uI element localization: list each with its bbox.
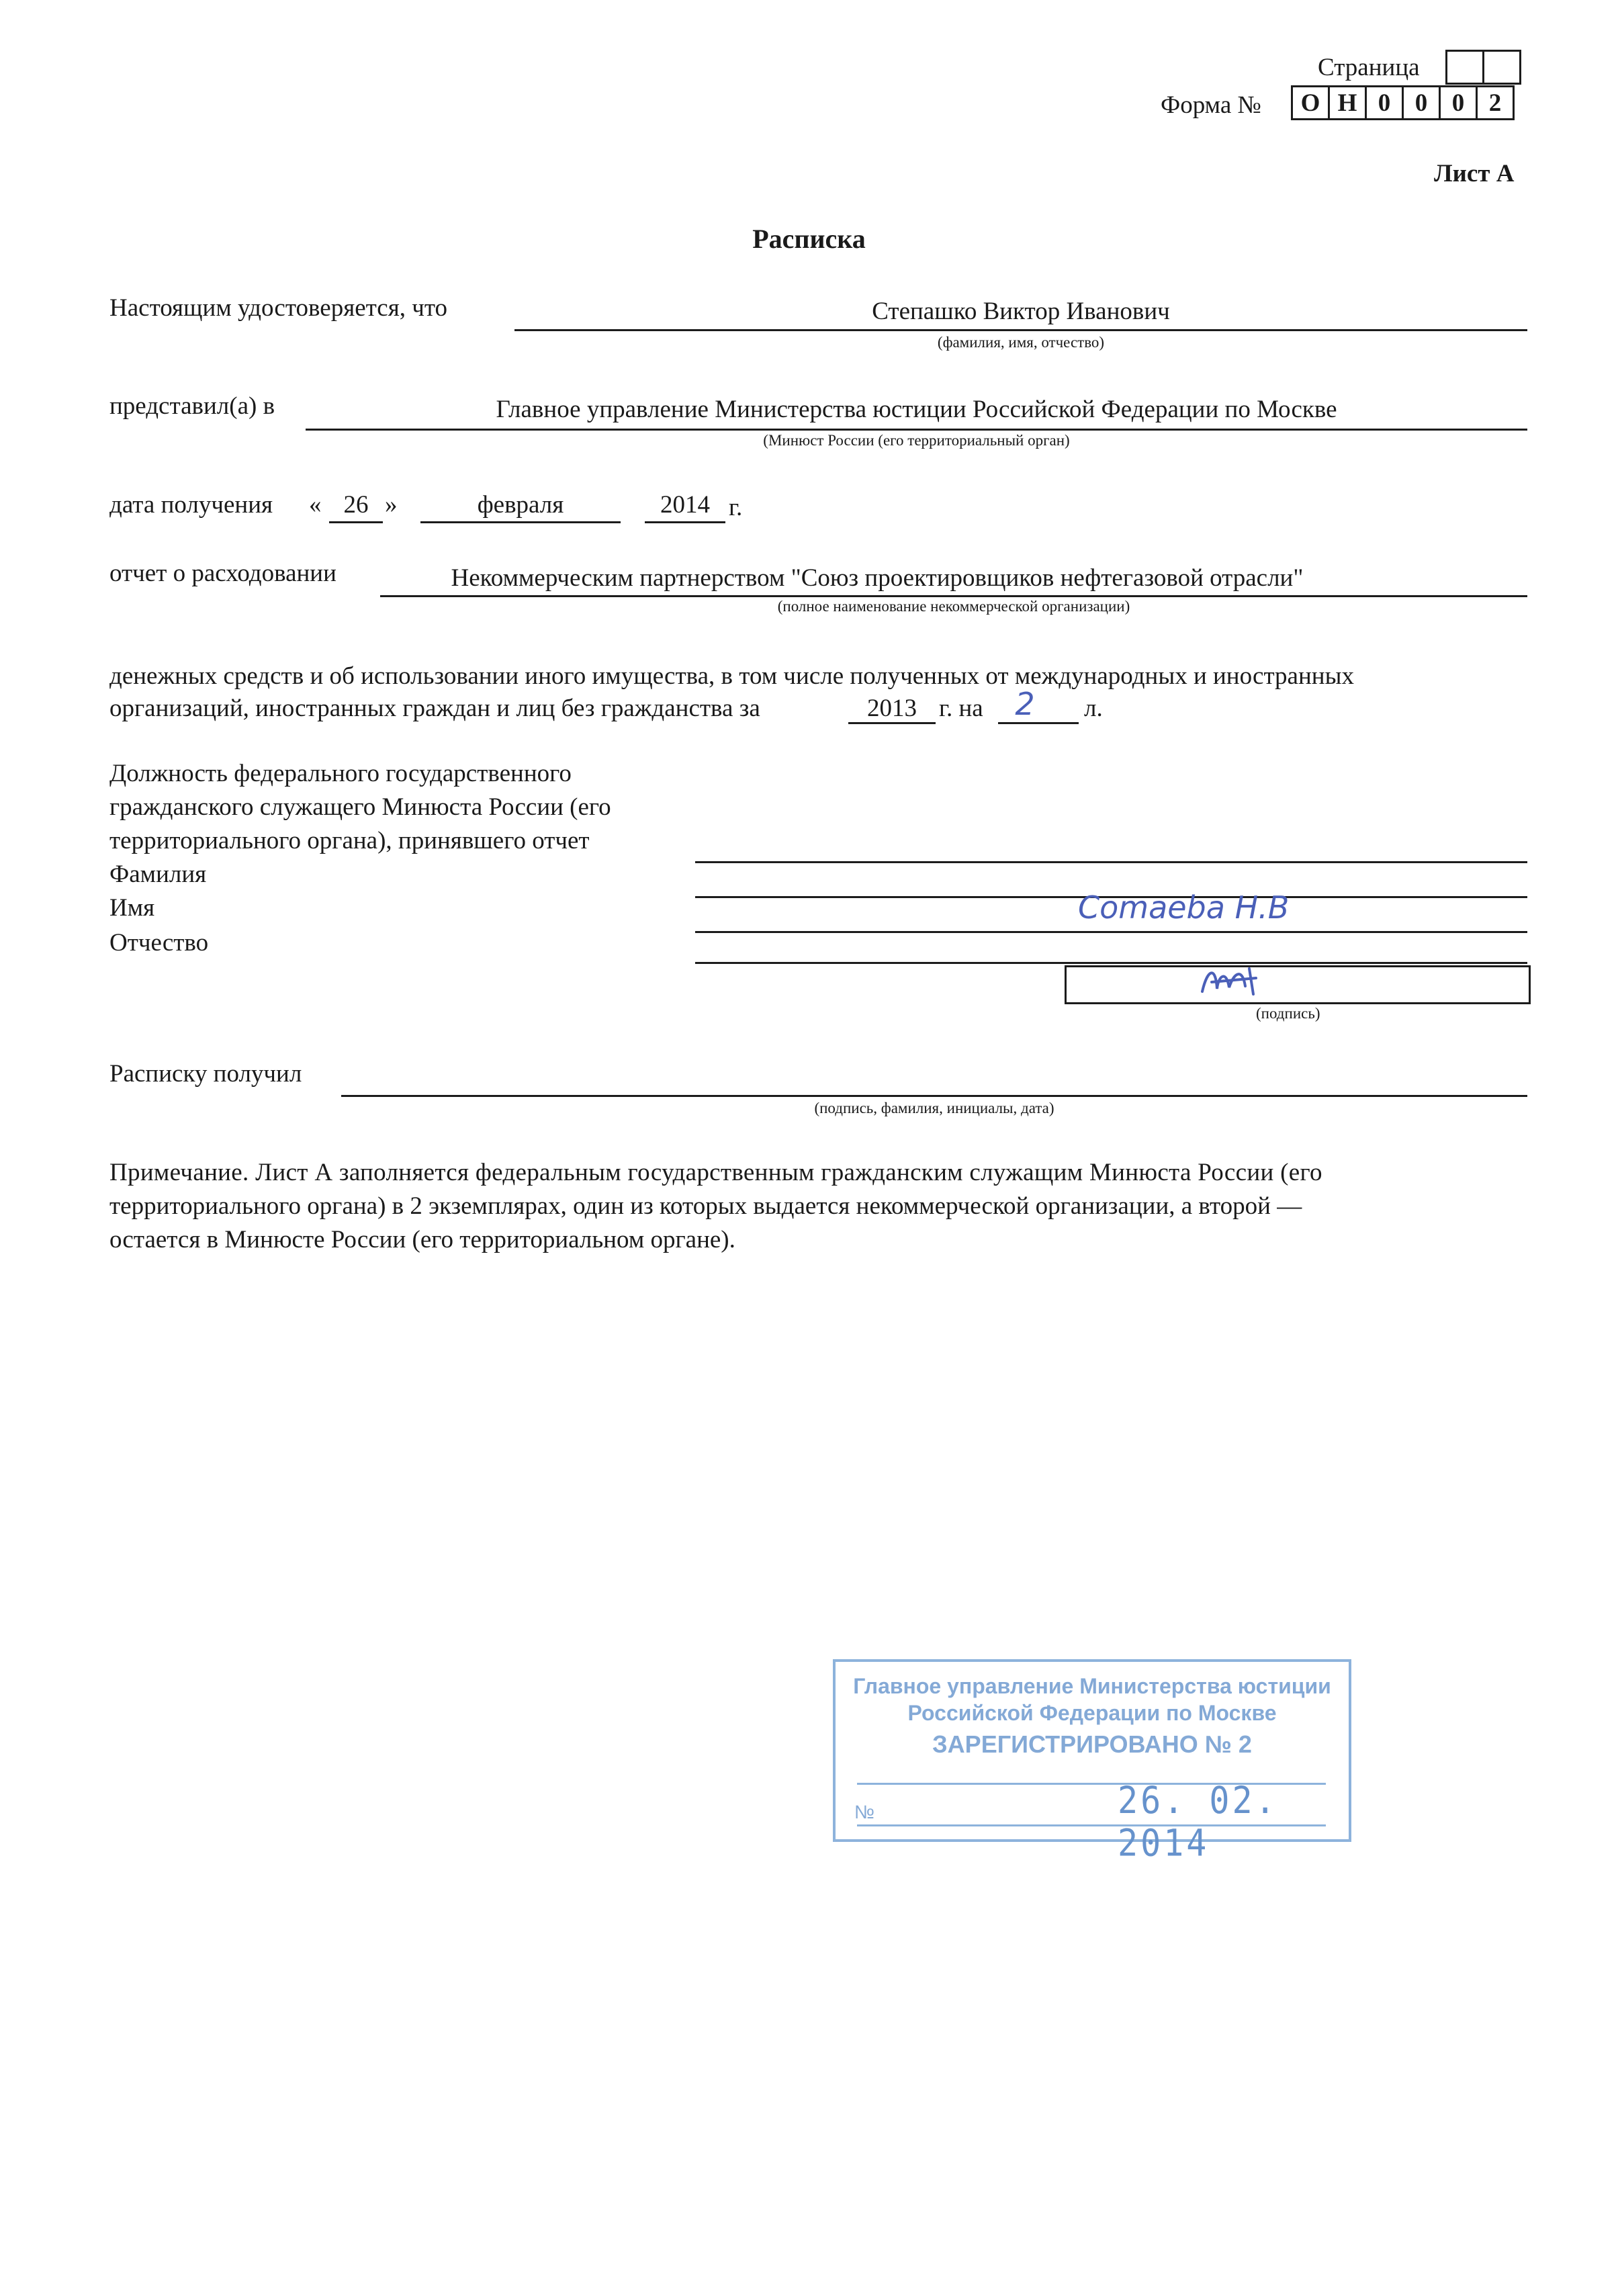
surname-label: Фамилия	[109, 860, 207, 888]
funds-mid: г. на	[939, 695, 983, 722]
receipt-underline	[341, 1095, 1527, 1097]
page-number-grid	[1445, 50, 1521, 85]
registration-stamp	[833, 1659, 1351, 1865]
funds-year: 2013	[867, 695, 917, 722]
handwritten-name: Соmаеbа Н.В	[1078, 889, 1290, 926]
form-cell: 2	[1477, 87, 1514, 120]
funds-sheets: 2	[1015, 686, 1035, 722]
date-year-underline	[645, 521, 725, 523]
funds-line1: денежных средств и об использовании иного имущества, в том числе полученных от международных и иностранных	[109, 662, 1354, 690]
patronymic-underline	[695, 962, 1527, 964]
page-label: Страница	[1318, 54, 1420, 81]
note-line1: Примечание. Лист А заполняется федеральным государственным гражданским служащим Минюста России (его	[109, 1159, 1322, 1186]
funds-sheets-underline	[998, 722, 1079, 724]
org-underline	[380, 595, 1527, 597]
org-name: Некоммерческим партнерством "Союз проектировщиков нефтегазовой отрасли"	[451, 564, 1304, 592]
stamp-date: 26. 02. 2014	[1118, 1779, 1278, 1865]
date-year: 2014	[660, 491, 710, 519]
position-line1: Должность федерального государственного	[109, 760, 572, 787]
funds-line2-prefix: организаций, иностранных граждан и лиц без гражданства за	[109, 695, 760, 722]
name-label: Имя	[109, 894, 155, 922]
certify-label: Настоящим удостоверяется, что	[109, 294, 448, 322]
form-cell: Н	[1329, 87, 1366, 120]
form-cell: 0	[1440, 87, 1477, 120]
funds-year-underline	[848, 722, 936, 724]
org-caption: (полное наименование некоммерческой организации)	[777, 598, 1130, 615]
date-day: 26	[343, 491, 369, 519]
form-cell: 0	[1403, 87, 1440, 120]
stamp-number-label: №	[854, 1802, 875, 1822]
signature-caption: (подпись)	[1256, 1005, 1320, 1022]
signature-scribble	[1196, 962, 1269, 1000]
date-close-quote: »	[385, 491, 398, 519]
sheet-label: Лист А	[1434, 160, 1515, 187]
date-label: дата получения	[109, 491, 273, 519]
position-underline	[695, 861, 1527, 863]
stamp-line3: ЗАРЕГИСТРИРОВАНО № 2	[932, 1730, 1252, 1758]
authority-name: Главное управление Министерства юстиции Российской Федерации по Москве	[496, 396, 1337, 423]
receipt-label: Расписку получил	[109, 1060, 302, 1088]
signature-box	[1065, 965, 1531, 1004]
page-cell	[1484, 51, 1521, 84]
authority-caption: (Минюст России (его территориальный орган)	[763, 432, 1070, 449]
date-month: февраля	[477, 491, 564, 519]
authority-underline	[306, 429, 1527, 431]
form-cell: 0	[1366, 87, 1403, 120]
date-open-quote: «	[309, 491, 322, 519]
document-title: Расписка	[752, 224, 866, 254]
person-caption: (фамилия, имя, отчество)	[937, 334, 1105, 351]
form-number-grid	[1291, 85, 1515, 120]
form-cell: О	[1292, 87, 1329, 120]
stamp-lower-line	[857, 1824, 1326, 1826]
date-day-underline	[329, 521, 383, 523]
position-line2: гражданского служащего Минюста России (его	[109, 793, 611, 821]
receipt-caption: (подпись, фамилия, инициалы, дата)	[814, 1100, 1054, 1116]
date-suffix: г.	[729, 494, 743, 521]
name-underline	[695, 931, 1527, 933]
page-cell	[1447, 51, 1484, 84]
stamp-line1: Главное управление Министерства юстиции	[853, 1674, 1331, 1698]
person-underline	[514, 329, 1527, 331]
report-label: отчет о расходовании	[109, 560, 336, 587]
note-line3: остается в Минюсте России (его территориальном органе).	[109, 1226, 735, 1253]
person-name: Степашко Виктор Иванович	[872, 298, 1170, 325]
note-line2: территориального органа) в 2 экземплярах, один из которых выдается некоммерческой организации, а второй —	[109, 1192, 1302, 1220]
stamp-line2: Российской Федерации по Москве	[907, 1701, 1277, 1725]
form-label: Форма №	[1161, 91, 1261, 119]
funds-suffix: л.	[1084, 695, 1103, 722]
patronymic-label: Отчество	[109, 929, 209, 957]
position-line3: территориального органа), принявшего отчет	[109, 827, 590, 854]
submitted-label: представил(а) в	[109, 392, 275, 420]
date-month-underline	[420, 521, 621, 523]
